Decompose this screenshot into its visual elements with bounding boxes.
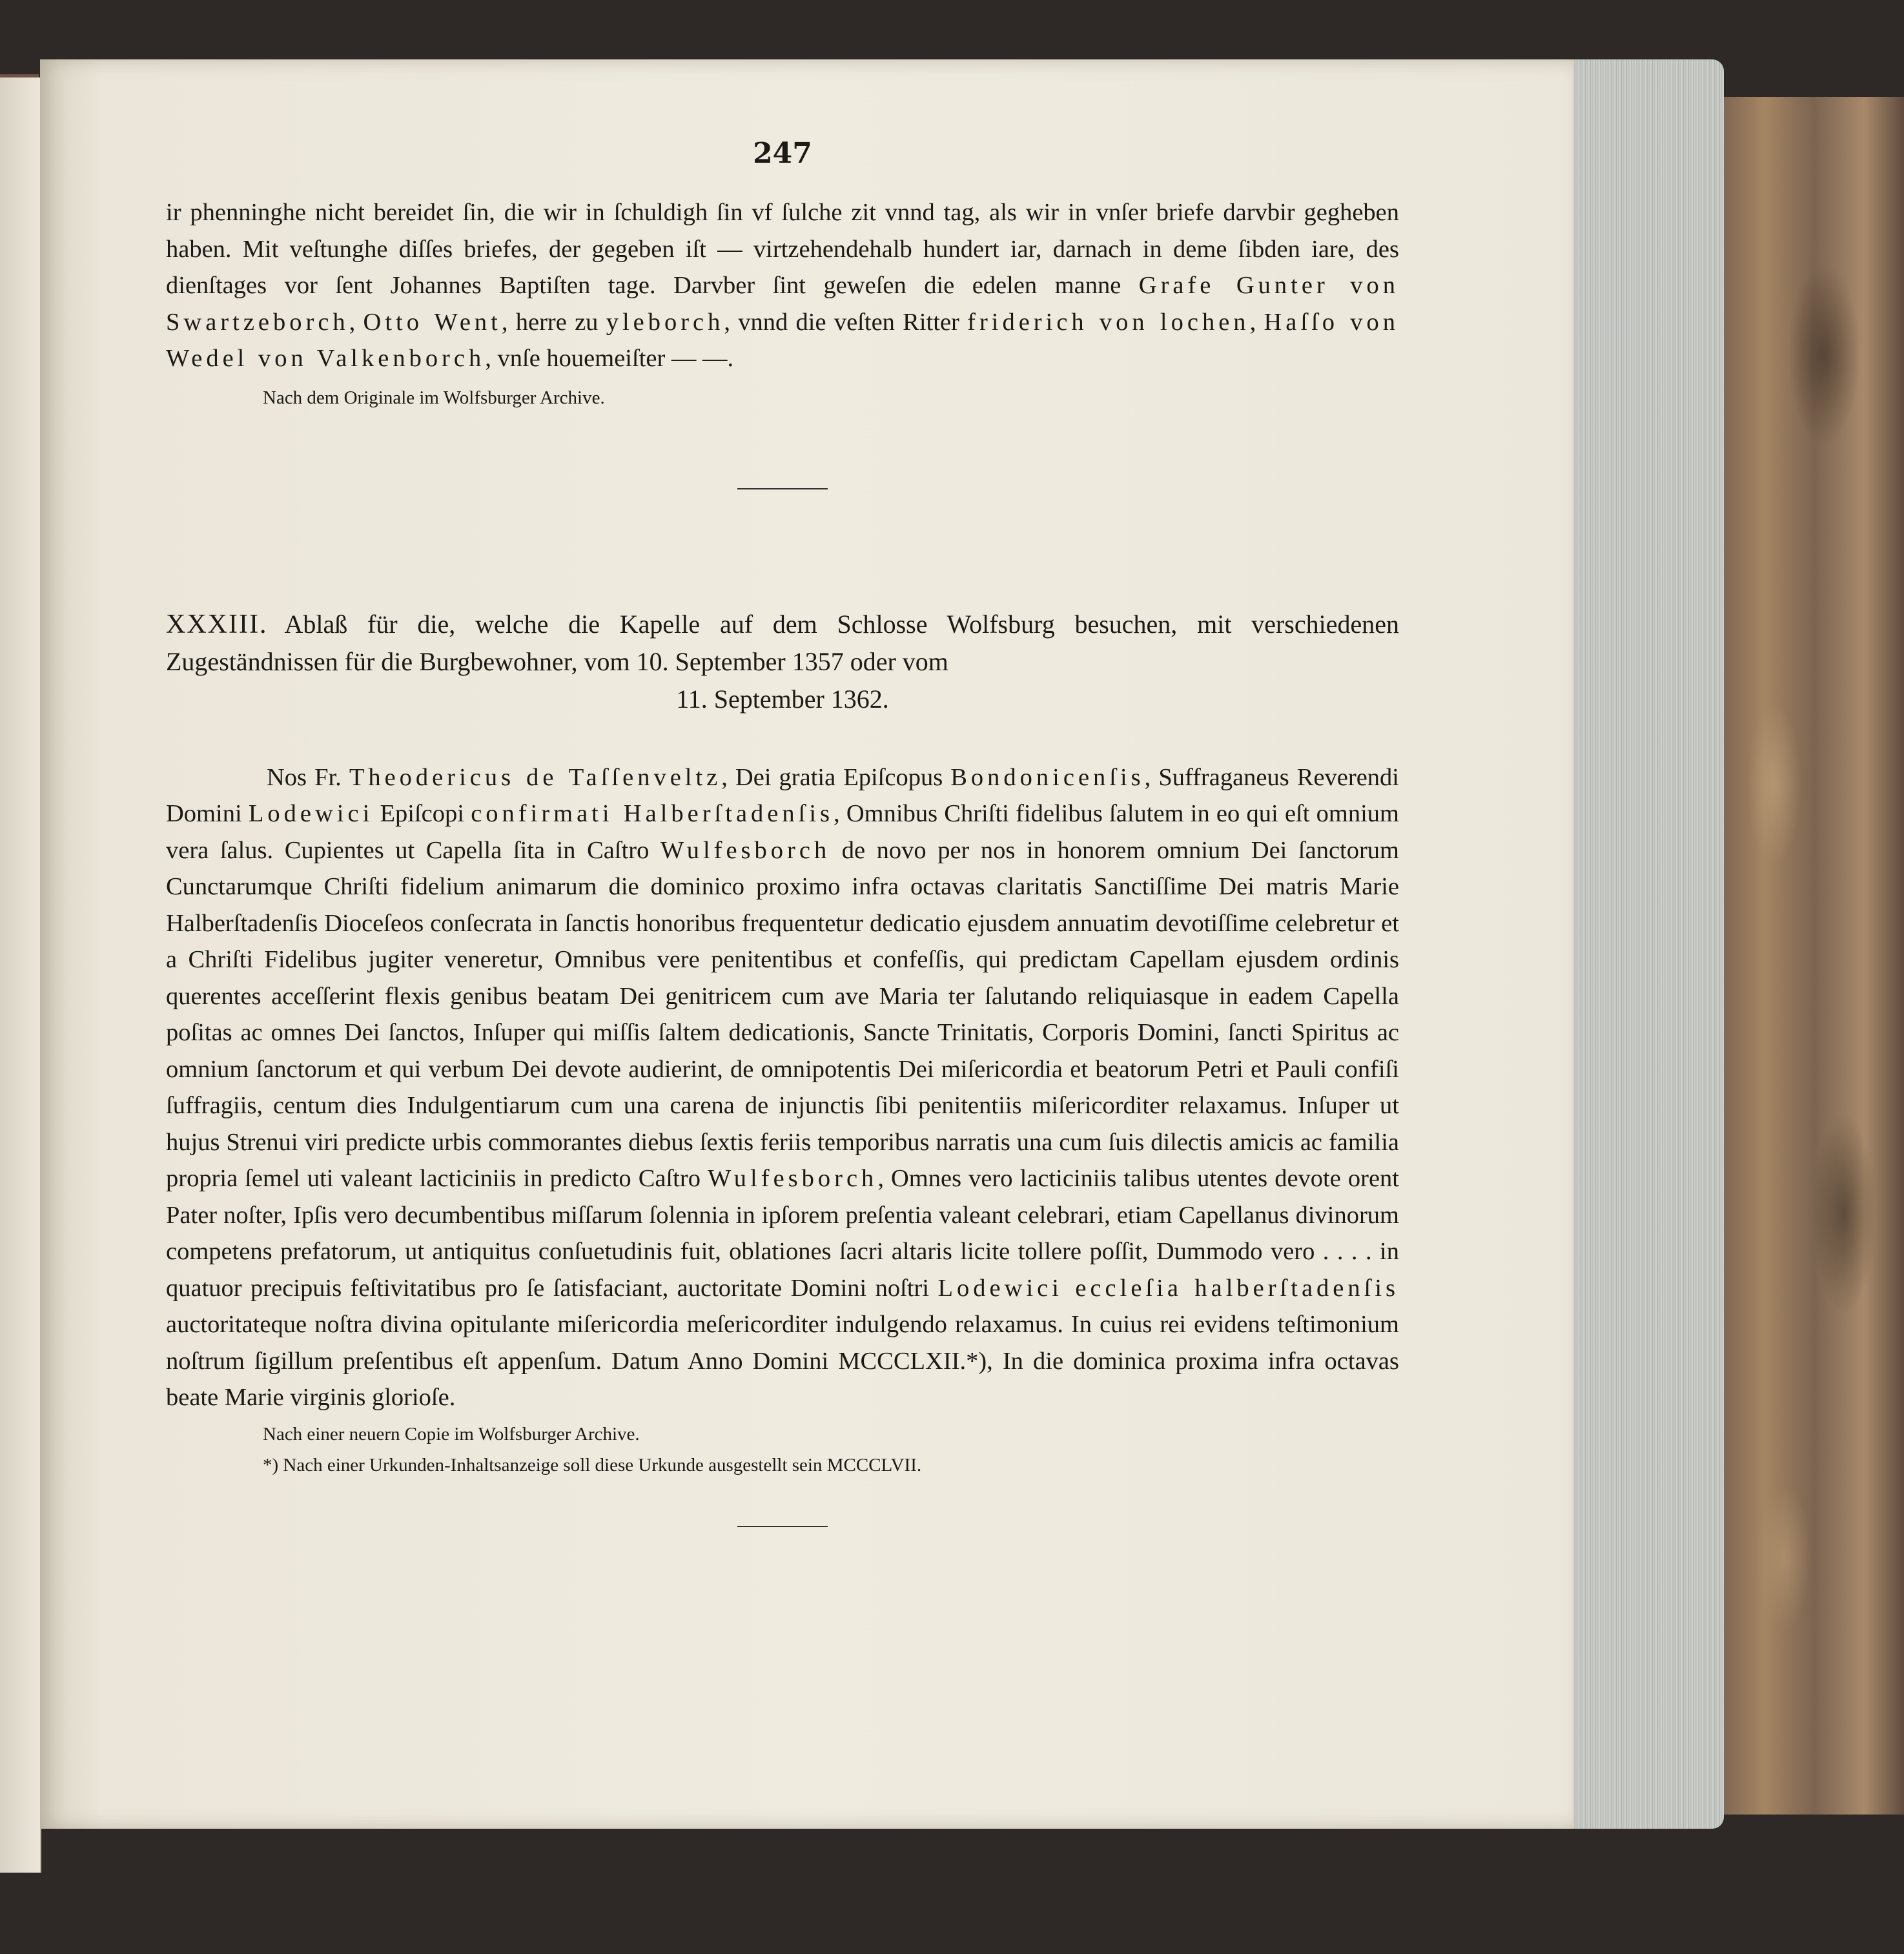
source-note-2: Nach einer neuern Copie im Wolfsburger Archive. — [263, 1423, 640, 1445]
text-run: , — [1249, 308, 1264, 336]
text-run: de novo per nos in honorem omnium Dei ſanctorum Cunctarumque Chriſti fidelium animarum die dominico proximo infra octavas claritatis Sanctiſſime Dei matris Marie Halberſtadenſis Dioceſeos conſecrata in ſanctis honoribus frequentetur dedicatio ejusdem annuatim devotiſſime celebretur et a Chriſti Fidelibus jugiter veneretur, Omnibus vere penitentibus et confeſſis, qui predictam Capellam ejusdem ordinis querentes acceſſerint flexis genibus beatam Dei genitricem cum ave Maria ter ſalutando reliquiasque in eadem Capella poſitas ac omnes Dei ſanctos, Inſuper qui miſſis ſaltem dedicationis, Sancte Trinitatis, Corporis Domini, ſancti Spiritus ac omnium ſanctorum et qui verbum Dei devote audierint, de omnipotentis Dei miſericordia et beatorum Petri et Pauli confiſi ſuffragiis, centum dies Indulgentiarum cum una carena de injunctis ſibi penitentiis miſericorditer relaxamus. Inſuper ut hujus Strenui viri predicte urbis commorantes diebus ſextis feriis temporibus narratis una cum ſuis dilectis amicis ac familia propria ſemel uti valeant lacticiniis in predicto Caſtro — [166, 836, 1399, 1192]
document-title-end: 11. September 1362. — [676, 684, 889, 714]
name-spaced: Wulfesborch — [708, 1165, 878, 1192]
document-number: XXXIII. — [166, 609, 268, 639]
text-run: , vnnd die veſten Ritter — [724, 308, 968, 336]
text-run: , vnſe houemeiſter — —. — [485, 345, 734, 372]
text-run: ir phenninghe nicht bereidet ſin, die wir in ſchuldigh ſin vf ſulche zit vnnd tag, als wir in vnſer briefe darvbir gegheben haben. Mit veſtunghe diſſes briefes, der gegeben iſt — virtzehendehalb hundert iar, darnach in deme ſibden iare, des dienſtages vor ſent Johannes Baptiſten tage. Darvber ſint geweſen die edelen manne — [166, 199, 1399, 299]
name-spaced: confirmati Halberſtadenſis — [471, 800, 834, 827]
name-spaced: Lodewici — [248, 800, 374, 827]
page-number: 247 — [753, 137, 812, 170]
name-spaced: Grafe Gunter von Swartzeborch — [166, 272, 1400, 336]
text-run: , Dei gratia Epiſcopus — [721, 763, 951, 791]
document-body — [166, 759, 1399, 1416]
text-run: Nos Fr. — [267, 763, 349, 791]
text-run: Epiſcopi — [373, 800, 471, 827]
document-title: Ablaß für die, welche die Kapelle auf dem Schlosse Wolfsburg besuchen, mit verschiedenen Zugeständnissen für die Burgbewohner, vom 10. September 1357 oder vom — [166, 609, 1399, 676]
end-divider — [737, 1526, 828, 1527]
continuation-paragraph — [166, 194, 1399, 377]
text-run: auctoritateque noſtra divina opitulante miſericordia meſericorditer indulgendo relaxamus. In cuius rei evidens teſtimonium noſtrum ſigillum preſentibus eſt appenſum. Datum Anno Domini MCCCLXII.*), In die dominica proxima infra octavas beate Marie virginis glorioſe. — [166, 1311, 1399, 1411]
page-content — [166, 137, 1399, 1527]
marbled-cover-pattern — [1704, 97, 1904, 1815]
text-run: , Suffraganeus Reverendi Domini — [166, 763, 1399, 827]
book-cover-right — [1704, 97, 1904, 1815]
source-note: Nach dem Originale im Wolfsburger Archive. — [263, 387, 605, 408]
name-spaced: Bondonicenſis — [950, 763, 1145, 791]
text-run: , Omnibus Chriſti fidelibus ſalutem in eo qui eſt omnium vera ſalus. Cupientes ut Capella ſita in Caſtro — [166, 800, 1400, 864]
text-run: , — [349, 308, 363, 336]
name-spaced: Lodewici eccleſia halberſtadenſis — [937, 1274, 1399, 1302]
book-page — [40, 59, 1573, 1829]
name-spaced: yleborch — [606, 308, 724, 336]
name-spaced: friderich von lochen — [967, 308, 1250, 336]
document-heading — [166, 606, 1399, 718]
name-spaced: Otto Went — [363, 308, 502, 336]
text-run: , Omnes vero lacticiniis talibus utentes devote orent Pater noſter, Ipſis vero decumbentibus miſſarum ſolennia in ipſorem preſentia valeant celebrari, etiam Capellanus divinorum competens prefatorum, ut antiquitus conſuetudinis fuit, oblationes ſacri altaris licite tollere poſſit, Dummodo vero . . . . in quatuor precipuis feſtivitatibus pro ſe ſatisfaciant, auctoritate Domini noſtri — [166, 1165, 1399, 1302]
name-spaced: Wulfesborch — [660, 836, 831, 864]
section-divider — [737, 488, 828, 489]
name-spaced: Haſſo von Wedel von Valkenborch — [166, 308, 1400, 372]
footnote: *) Nach einer Urkunden-Inhaltsanzeige soll diese Urkunde ausgestellt sein MCCCLVII. — [263, 1454, 922, 1476]
facing-page-edge — [0, 77, 41, 1873]
page-edges — [1570, 59, 1724, 1829]
name-spaced: Theodericus de Taſſenveltz — [349, 763, 722, 791]
text-run: , herre zu — [501, 308, 606, 336]
